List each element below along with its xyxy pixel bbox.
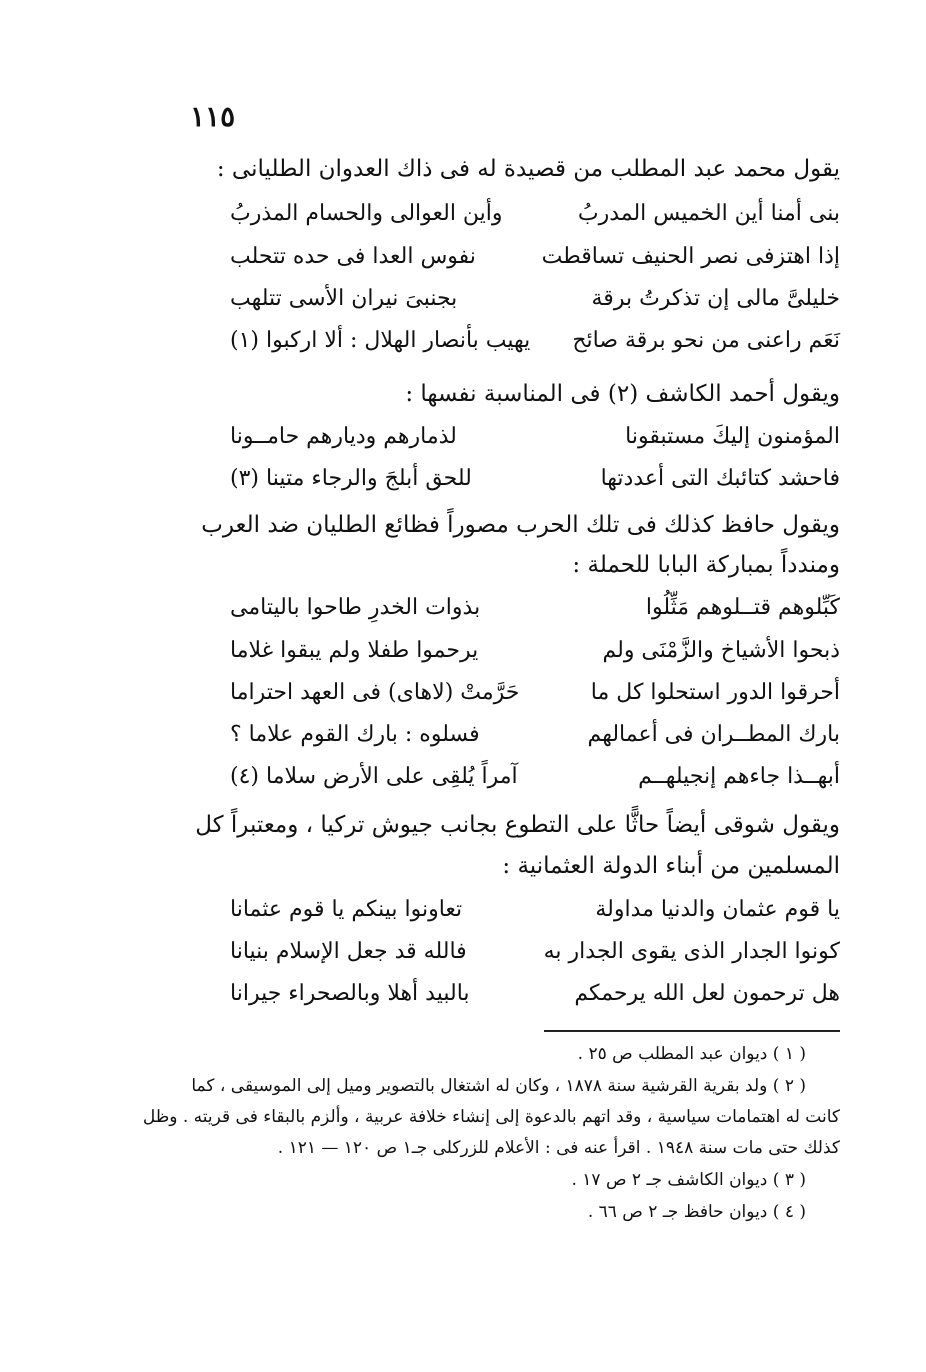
- verse-second-hemistich: بالبيد أهلا وبالصحراء جيرانا: [230, 981, 470, 1006]
- verse-first-hemistich: كَبِّلوهم قتــلوهم مَثِّلُوا: [645, 595, 840, 620]
- verse-first-hemistich: يا قوم عثمان والدنيا مداولة: [595, 897, 840, 922]
- intro-paragraph-3-line: ويقول حافظ كذلك فى تلك الحرب مصوراً فظائع الطليان ضد العرب: [201, 512, 840, 538]
- verse-first-hemistich: نَعَم راعنى من نحو برقة صائح: [572, 328, 840, 353]
- verse-second-hemistich: بذوات الخدرِ طاحوا باليتامى: [230, 595, 481, 620]
- verse-first-hemistich: كونوا الجدار الذى يقوى الجدار به: [543, 939, 840, 964]
- verse-second-hemistich: وأين العوالى والحسام المذربُ: [230, 201, 503, 226]
- intro-paragraph-3-line: ومندداً بمباركة البابا للحملة :: [572, 552, 840, 578]
- footnote: ( ١ ) ديوان عبد المطلب ص ٢٥ .: [577, 1044, 806, 1064]
- footnote: ( ٢ ) ولد بقرية القرشية سنة ١٨٧٨ ، وكان له اشتغال بالتصوير وميل إلى الموسيقى ، كما: [191, 1076, 806, 1096]
- verse-first-hemistich: ذبحوا الأشياخ والزَّمْنَى ولم: [602, 638, 840, 663]
- verse-first-hemistich: هل ترحمون لعل الله يرحمكم: [574, 981, 840, 1006]
- verse-first-hemistich: فاحشد كتائبك التى أعددتها: [600, 466, 840, 491]
- intro-paragraph-4-line: ويقول شوقى أيضاً حاثًّا على التطوع بجانب جيوش تركيا ، ومعتبراً كل: [195, 812, 840, 838]
- page-number: ١١٥: [190, 100, 236, 133]
- verse-second-hemistich: حَرَّمتْ (لاهاى) فى العهد احتراما: [230, 680, 520, 705]
- footnote: ( ٤ ) ديوان حافظ جـ ٢ ص ٦٦ .: [587, 1202, 806, 1222]
- verse-first-hemistich: بنى أمنا أين الخميس المدربُ: [577, 201, 840, 226]
- intro-paragraph-2: ويقول أحمد الكاشف (٢) فى المناسبة نفسها :: [405, 381, 840, 407]
- verse-first-hemistich: بارك المطــران فى أعمالهم: [587, 722, 840, 747]
- footnote-divider: [544, 1030, 840, 1032]
- footnote-continuation: كذلك حتى مات سنة ١٩٤٨ . اقرأ عنه فى : الأعلام للزركلى جـ١ ص ١٢٠ — ١٢١ .: [277, 1138, 840, 1158]
- verse-second-hemistich: تعاونوا بينكم يا قوم عثمانا: [230, 897, 463, 922]
- intro-paragraph-1: يقول محمد عبد المطلب من قصيدة له فى ذاك العدوان الطليانى :: [216, 156, 840, 182]
- verse-second-hemistich: فالله قد جعل الإسلام بنيانا: [230, 939, 467, 964]
- verse-second-hemistich: نفوس العدا فى حده تتحلب: [230, 244, 476, 269]
- verse-second-hemistich: للحق أبلجَ والرجاء متينا (٣): [230, 466, 472, 491]
- footnote-continuation: كانت له اهتمامات سياسية ، وقد اتهم بالدعوة إلى إنشاء خلافة عربية ، وألزم بالبقاء فى قريته . وظل: [142, 1107, 840, 1127]
- verse-second-hemistich: بجنبىَ نيران الأسى تتلهب: [230, 286, 458, 311]
- verse-first-hemistich: خليلىَّ مالى إن تذكرتُ برقة: [591, 286, 840, 311]
- verse-first-hemistich: المؤمنون إليكَ مستبقونا: [625, 424, 840, 449]
- verse-second-hemistich: يرحموا طفلا ولم يبقوا غلاما: [230, 638, 479, 663]
- footnote: ( ٣ ) ديوان الكاشف جـ ٢ ص ١٧ .: [571, 1170, 806, 1190]
- verse-first-hemistich: إذا اهتزفى نصر الحنيف تساقطت: [541, 244, 840, 269]
- verse-first-hemistich: أحرقوا الدور استحلوا كل ما: [590, 680, 840, 705]
- verse-second-hemistich: آمراً يُلقِى على الأرض سلاما (٤): [230, 764, 518, 789]
- verse-first-hemistich: أبهــذا جاءهم إنجيلهــم: [638, 764, 840, 789]
- verse-second-hemistich: فسلوه : بارك القوم علاما ؟: [230, 722, 480, 747]
- intro-paragraph-4-line: المسلمين من أبناء الدولة العثمانية :: [502, 853, 840, 879]
- verse-second-hemistich: لذمارهم وديارهم حامــونا: [230, 424, 457, 449]
- verse-second-hemistich: يهيب بأنصار الهلال : ألا اركبوا (١): [230, 328, 531, 353]
